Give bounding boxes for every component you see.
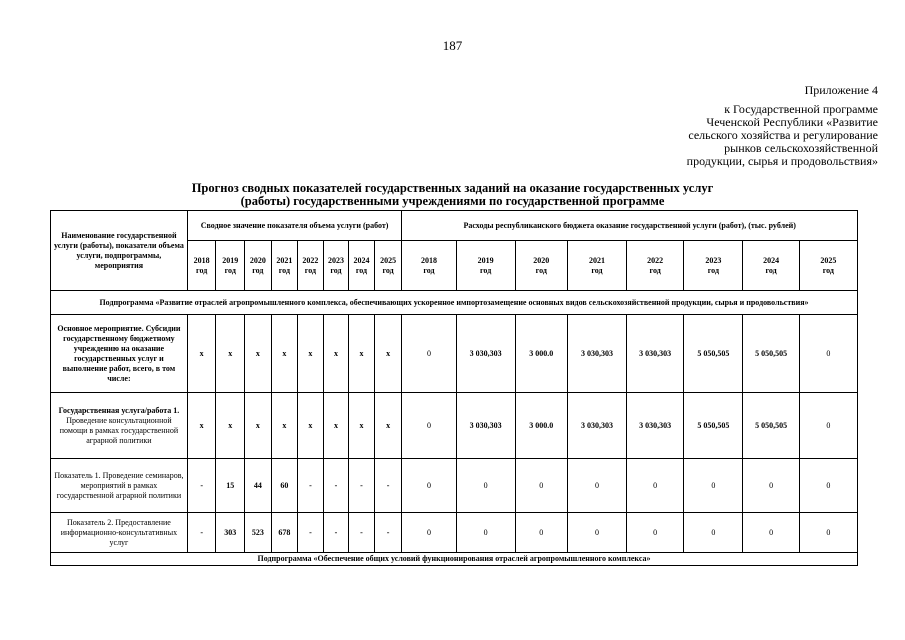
appendix-line: рынков сельскохозяйственной	[724, 141, 878, 155]
budget-cell: 3 000.0	[515, 393, 567, 459]
year-value: 2022	[302, 255, 319, 265]
budget-cell: 0	[567, 513, 626, 553]
row-name: Показатель 2. Предоставление информационно-консультативных услуг	[51, 513, 188, 553]
subprogram-1-title: Подпрограмма «Развитие отраслей агропромышленного комплекса, обеспечивающих ускоренное импортозамещение основных видов сельскохозяйственной продукции, сырья и продовольствия»	[51, 291, 858, 315]
year-suffix: год	[535, 265, 547, 275]
year-value: 2019	[477, 255, 494, 265]
volume-cell: 523	[245, 513, 272, 553]
budget-year-header-2024	[743, 241, 799, 291]
appendix-line: к Государственной программе	[724, 102, 878, 116]
year-suffix: год	[224, 265, 236, 275]
volume-cell: -	[323, 459, 349, 513]
volume-cell: x	[216, 393, 245, 459]
volume-cell: x	[245, 315, 272, 393]
budget-year-header-2019	[456, 241, 515, 291]
volume-year-header-2018	[187, 241, 216, 291]
budget-cell: 3 000.0	[515, 315, 567, 393]
volume-year-header-2021	[271, 241, 298, 291]
budget-cell: 5 050,505	[684, 315, 743, 393]
budget-year-header-2025	[799, 241, 857, 291]
budget-cell: 3 030,303	[627, 393, 684, 459]
volume-cell: x	[271, 315, 298, 393]
volume-cell: -	[298, 513, 324, 553]
volume-year-header-2023	[323, 241, 349, 291]
volume-cell: 44	[245, 459, 272, 513]
document-title-line2: (работы) государственными учреждениями по государственной программе	[240, 194, 665, 208]
year-value: 2019	[222, 255, 239, 265]
budget-cell: 5 050,505	[743, 393, 799, 459]
document-title	[0, 182, 905, 208]
budget-cell: 0	[456, 459, 515, 513]
volume-cell: -	[298, 459, 324, 513]
document-title-line1: Прогноз сводных показателей государственных заданий на оказание государственных услуг	[191, 181, 714, 195]
header-volume-group: Сводное значение показателя объема услуги (работ)	[187, 211, 402, 241]
volume-cell: x	[323, 315, 349, 393]
budget-cell: 0	[456, 513, 515, 553]
row-name-bold: Государственная услуга/работа 1.	[58, 405, 180, 415]
volume-cell: x	[187, 315, 216, 393]
budget-year-header-2023	[684, 241, 743, 291]
volume-cell: x	[216, 315, 245, 393]
budget-cell: 0	[799, 393, 857, 459]
volume-cell: -	[323, 513, 349, 553]
row-name: Показатель 1. Проведение семинаров, мероприятий в рамках государственной аграрной политики	[51, 459, 188, 513]
year-suffix: год	[382, 265, 394, 275]
volume-year-header-2019	[216, 241, 245, 291]
year-value: 2021	[276, 255, 293, 265]
year-value: 2024	[353, 255, 370, 265]
volume-cell: 678	[271, 513, 298, 553]
volume-cell: x	[298, 393, 324, 459]
budget-year-header-2021	[567, 241, 626, 291]
appendix-title: Приложение 4	[804, 83, 878, 97]
subprogram-2-title: Подпрограмма «Обеспечение общих условий функционирования отраслей агропромышленного комплекса»	[51, 553, 858, 566]
forecast-table	[50, 210, 858, 566]
subprogram-row	[51, 291, 858, 315]
budget-cell: 0	[402, 315, 456, 393]
budget-cell: 0	[402, 513, 456, 553]
budget-cell: 0	[684, 459, 743, 513]
budget-cell: 3 030,303	[627, 315, 684, 393]
volume-cell: -	[187, 513, 216, 553]
budget-year-header-2022	[627, 241, 684, 291]
budget-cell: 5 050,505	[743, 315, 799, 393]
row-name-rest: Проведение консультационной помощи в рамках государственной аграрной политики	[59, 415, 179, 445]
budget-cell: 5 050,505	[684, 393, 743, 459]
volume-cell: x	[298, 315, 324, 393]
header-budget-group: Расходы республиканского бюджета оказание государственной услуги (работ), (тыс. рублей)	[402, 211, 858, 241]
volume-year-header-2022	[298, 241, 324, 291]
appendix-block	[687, 84, 878, 168]
year-suffix: год	[196, 265, 208, 275]
year-suffix: год	[765, 265, 777, 275]
year-value: 2024	[763, 255, 780, 265]
budget-year-header-2018	[402, 241, 456, 291]
volume-cell: -	[349, 513, 375, 553]
year-value: 2023	[327, 255, 344, 265]
year-value: 2022	[647, 255, 664, 265]
subprogram-row	[51, 553, 858, 566]
budget-cell: 3 030,303	[567, 393, 626, 459]
budget-year-header-2020	[515, 241, 567, 291]
year-suffix: год	[480, 265, 492, 275]
budget-cell: 0	[743, 513, 799, 553]
volume-cell: -	[349, 459, 375, 513]
volume-cell: -	[374, 513, 402, 553]
year-suffix: год	[355, 265, 368, 275]
table-row	[51, 513, 858, 553]
volume-cell: x	[349, 315, 375, 393]
volume-cell: 60	[271, 459, 298, 513]
volume-cell: 15	[216, 459, 245, 513]
volume-cell: 303	[216, 513, 245, 553]
volume-cell: -	[187, 459, 216, 513]
volume-year-header-2024	[349, 241, 375, 291]
year-value: 2025	[380, 255, 397, 265]
year-suffix: год	[591, 265, 603, 275]
header-name-column: Наименование государственной услуги (работы), показатели объема услуги, подпрограммы, мероприятия	[51, 211, 188, 291]
year-value: 2018	[420, 255, 437, 265]
year-value: 2025	[820, 255, 837, 265]
table-body	[51, 211, 858, 566]
budget-cell: 0	[402, 459, 456, 513]
year-value: 2023	[705, 255, 722, 265]
table-row	[51, 315, 858, 393]
year-suffix: год	[649, 265, 661, 275]
budget-cell: 3 030,303	[456, 393, 515, 459]
budget-cell: 0	[627, 513, 684, 553]
year-suffix: год	[304, 265, 317, 275]
budget-cell: 3 030,303	[456, 315, 515, 393]
budget-cell: 0	[627, 459, 684, 513]
volume-cell: x	[349, 393, 375, 459]
year-value: 2021	[588, 255, 605, 265]
budget-cell: 0	[402, 393, 456, 459]
table-row	[51, 393, 858, 459]
table-row	[51, 459, 858, 513]
budget-cell: 0	[799, 513, 857, 553]
budget-cell: 0	[515, 513, 567, 553]
budget-cell: 0	[567, 459, 626, 513]
year-suffix: год	[278, 265, 290, 275]
year-value: 2020	[533, 255, 550, 265]
row-name: Основное мероприятие. Субсидии государственному бюджетному учреждению на оказание государственных услуг и выполнение работ, всего, в том числе:	[51, 315, 188, 393]
volume-cell: x	[323, 393, 349, 459]
appendix-line: Чеченской Республики «Развитие	[706, 115, 878, 129]
budget-cell: 0	[799, 315, 857, 393]
year-suffix: год	[330, 265, 342, 275]
page-number: 187	[442, 38, 463, 53]
appendix-line: сельского хозяйства и регулирование	[688, 128, 878, 142]
volume-cell: x	[245, 393, 272, 459]
volume-cell: x	[187, 393, 216, 459]
volume-cell: -	[374, 459, 402, 513]
year-suffix: год	[822, 265, 834, 275]
volume-cell: x	[374, 393, 402, 459]
appendix-line: продукции, сырья и продовольствия»	[686, 154, 878, 168]
year-suffix: год	[707, 265, 719, 275]
budget-cell: 3 030,303	[567, 315, 626, 393]
row-name	[51, 393, 188, 459]
year-suffix: год	[423, 265, 435, 275]
year-value: 2018	[193, 255, 210, 265]
volume-year-header-2025	[374, 241, 402, 291]
budget-cell: 0	[799, 459, 857, 513]
volume-year-header-2020	[245, 241, 272, 291]
header-row-groups	[51, 211, 858, 241]
volume-cell: x	[271, 393, 298, 459]
year-value: 2020	[249, 255, 266, 265]
budget-cell: 0	[515, 459, 567, 513]
volume-cell: x	[374, 315, 402, 393]
budget-cell: 0	[743, 459, 799, 513]
budget-cell: 0	[684, 513, 743, 553]
year-suffix: год	[252, 265, 264, 275]
